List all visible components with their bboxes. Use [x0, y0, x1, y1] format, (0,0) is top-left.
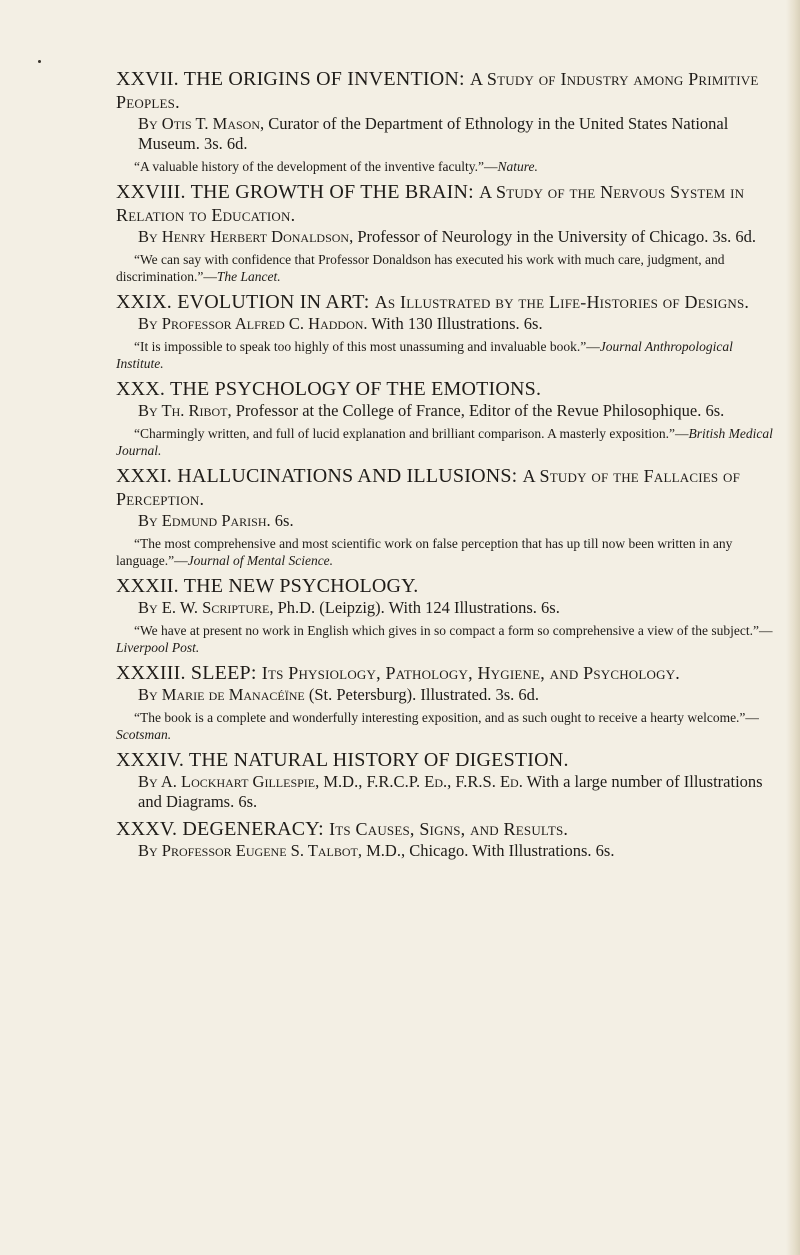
entry-byline: By Otis T. Mason,: [138, 114, 265, 133]
entry-heading: [116, 465, 776, 511]
book-entry-xxxv: [116, 818, 776, 861]
entry-byline: By Professor Eugene S. Talbot, M.D.,: [138, 841, 406, 860]
entry-number: XXX.: [116, 378, 166, 400]
book-entry-xxviii: [116, 181, 776, 285]
book-entry-xxxiii: [116, 662, 776, 743]
entry-review: [116, 251, 776, 285]
entry-byline: By Henry Herbert Donaldson,: [138, 227, 354, 246]
entry-details: [138, 114, 776, 154]
entry-heading: [116, 818, 776, 841]
entry-details: [138, 772, 776, 812]
entry-subtitle: A Study of the Nervous System in Relation to Education.: [116, 182, 745, 225]
entry-title: EVOLUTION IN ART:: [177, 291, 370, 313]
entry-description: Chicago. With Illustrations. 6s.: [409, 841, 615, 860]
entry-description: Curator of the Department of Ethnology in the United States National Museum. 3s. 6d.: [138, 114, 729, 153]
entry-byline: By Marie de Manacéïne: [138, 685, 305, 704]
entry-heading: [116, 575, 776, 598]
review-source: British Medical Journal.: [116, 426, 773, 458]
entry-heading: [116, 68, 776, 114]
entry-number: XXVII.: [116, 68, 179, 90]
entry-title: THE ORIGINS OF INVENTION:: [183, 68, 465, 90]
entry-description: With 130 Illustrations. 6s.: [371, 314, 543, 333]
entry-details: [138, 314, 776, 334]
review-text: “The book is a complete and wonderfully interesting exposition, and as such ought to receive a hearty welcome.”—: [134, 710, 759, 725]
entry-details: [138, 841, 776, 861]
entry-number: XXXIII.: [116, 662, 186, 684]
review-source: Journal Anthropological Institute.: [116, 339, 733, 371]
review-source: Scotsman.: [116, 727, 172, 742]
entry-review: [116, 709, 776, 743]
entry-title: HALLUCINATIONS AND ILLUSIONS:: [177, 465, 518, 487]
entry-byline: By A. Lockhart Gillespie, M.D., F.R.C.P. Ed., F.R.S. Ed.: [138, 772, 523, 791]
review-text: “It is impossible to speak too highly of this most unassuming and invaluable book.”—: [134, 339, 600, 354]
entry-number: XXXIV.: [116, 749, 185, 771]
entry-title: THE NEW PSYCHOLOGY.: [183, 575, 419, 597]
entry-review: [116, 338, 776, 372]
entry-heading: [116, 749, 776, 772]
entry-heading: [116, 181, 776, 227]
book-entry-xxxii: [116, 575, 776, 656]
entry-title: THE GROWTH OF THE BRAIN:: [190, 181, 474, 203]
entry-description: Professor at the College of France, Editor of the Revue Philosophique. 6s.: [235, 401, 725, 420]
entry-number: XXVIII.: [116, 181, 186, 203]
entry-review: [116, 425, 776, 459]
review-source: Liverpool Post.: [116, 640, 200, 655]
entry-details: [138, 227, 776, 247]
entry-description: 6s.: [274, 511, 294, 530]
entry-subtitle: Its Physiology, Pathology, Hygiene, and Psychology.: [261, 663, 680, 683]
entry-details: [138, 685, 776, 705]
review-text: “We can say with confidence that Professor Donaldson has executed his work with much care, judgment, and discrimination.”—: [116, 252, 725, 284]
entry-title: THE PSYCHOLOGY OF THE EMOTIONS.: [169, 378, 542, 400]
book-entry-xxix: [116, 291, 776, 372]
review-text: “The most comprehensive and most scientific work on false perception that has up till now been written in any language.”—: [116, 536, 733, 568]
book-entry-xxx: [116, 378, 776, 459]
entry-number: XXXV.: [116, 818, 178, 840]
entry-description: Professor of Neurology in the University of Chicago. 3s. 6d.: [357, 227, 757, 246]
entry-number: XXXI.: [116, 465, 172, 487]
entry-subtitle: Its Causes, Signs, and Results.: [329, 819, 569, 839]
review-source: The Lancet.: [216, 269, 281, 284]
entry-title: DEGENERACY:: [182, 818, 324, 840]
entry-byline: By Edmund Parish.: [138, 511, 271, 530]
book-entry-xxxiv: [116, 749, 776, 812]
entry-title: SLEEP:: [190, 662, 257, 684]
entry-review: [116, 158, 776, 175]
entry-byline: By E. W. Scripture,: [138, 598, 274, 617]
book-entry-xxxi: [116, 465, 776, 569]
entry-heading: [116, 291, 776, 314]
review-source: Nature.: [497, 159, 538, 174]
review-text: “We have at present no work in English which gives in so compact a form so comprehensive a view of the subject.”—: [134, 623, 773, 638]
entry-heading: [116, 378, 776, 401]
entry-byline: By Th. Ribot,: [138, 401, 232, 420]
page-speck: [38, 60, 41, 63]
review-text: “Charmingly written, and full of lucid explanation and brilliant comparison. A masterly exposition.”—: [134, 426, 689, 441]
page-edge-shadow: [786, 0, 800, 1255]
entry-review: [116, 622, 776, 656]
entry-number: XXIX.: [116, 291, 172, 313]
book-list: [116, 68, 776, 867]
entry-details: [138, 511, 776, 531]
entry-description: (St. Petersburg). Illustrated. 3s. 6d.: [308, 685, 540, 704]
entry-details: [138, 598, 776, 618]
entry-description: Ph.D. (Leipzig). With 124 Illustrations. 6s.: [277, 598, 560, 617]
entry-details: [138, 401, 776, 421]
entry-byline: By Professor Alfred C. Haddon.: [138, 314, 368, 333]
review-source: Journal of Mental Science.: [187, 553, 334, 568]
entry-subtitle: As Illustrated by the Life-Histories of Designs.: [374, 292, 750, 312]
entry-number: XXXII.: [116, 575, 179, 597]
book-entry-xxvii: [116, 68, 776, 175]
review-text: “A valuable history of the development of the inventive faculty.”—: [134, 159, 498, 174]
entry-review: [116, 535, 776, 569]
entry-subtitle: A Study of Industry among Primitive Peoples.: [116, 69, 759, 112]
entry-title: THE NATURAL HISTORY OF DIGESTION.: [188, 749, 569, 771]
entry-heading: [116, 662, 776, 685]
entry-description: With a large number of Illustrations and Diagrams. 6s.: [138, 772, 763, 811]
entry-subtitle: A Study of the Fallacies of Perception.: [116, 466, 741, 509]
